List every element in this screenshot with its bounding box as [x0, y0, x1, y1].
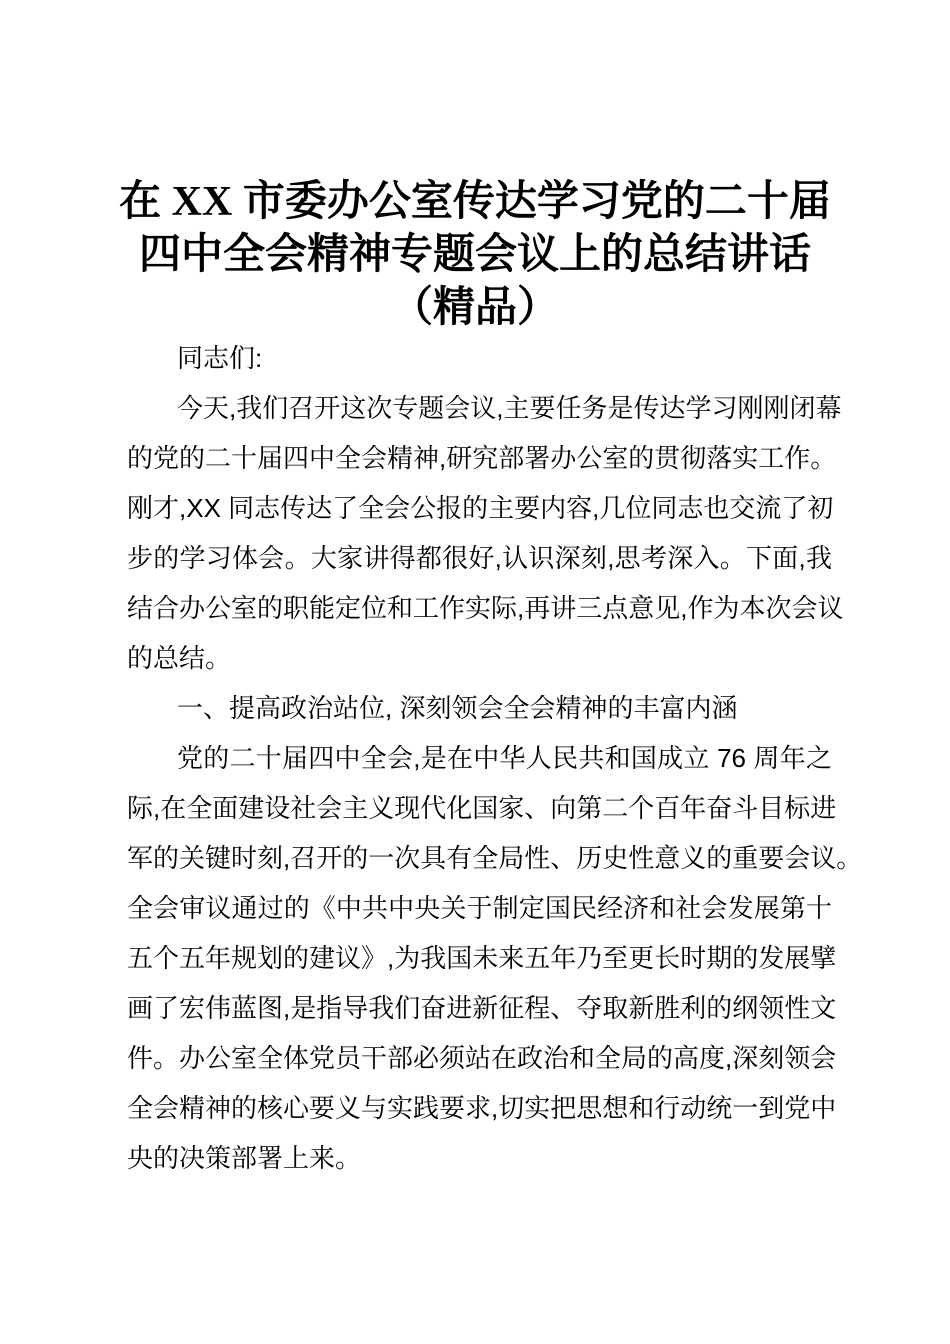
- body-line: 结合办公室的职能定位和工作实际,再讲三点意见,作为本次会议: [127, 593, 844, 623]
- body-line: 军的关键时刻,召开的一次具有全局性、历史性意义的重要会议。: [127, 843, 863, 873]
- body-line: 央的决策部署上来。: [127, 1143, 362, 1173]
- body-line: 画了宏伟蓝图,是指导我们奋进新征程、夺取新胜利的纲领性文: [127, 993, 837, 1023]
- title-line: 四中全会精神专题会议上的总结讲话: [138, 232, 811, 278]
- document-title: [0, 176, 950, 335]
- body-line: 全会精神的核心要义与实践要求,切实把思想和行动统一到党中: [127, 1093, 837, 1123]
- body-line: 五个五年规划的建议》,为我国未来五年乃至更长时期的发展擘: [127, 943, 837, 973]
- document-body: [127, 333, 863, 1183]
- body-line: 同志们:: [177, 343, 263, 373]
- section-heading: 一、提高政治站位, 深刻领会全会精神的丰富内涵: [177, 693, 738, 723]
- body-line: 党的二十届四中全会,是在中华人民共和国成立 76 周年之: [177, 743, 832, 773]
- body-line: 刚才,XX 同志传达了全会公报的主要内容,几位同志也交流了初: [127, 493, 834, 523]
- body-line: 的总结。: [127, 643, 232, 673]
- body-line: 全会审议通过的《中共中央关于制定国民经济和社会发展第十: [127, 893, 832, 923]
- title-line: （精品）: [390, 285, 559, 331]
- body-line: 件。办公室全体党员干部必须站在政治和全局的高度,深刻领会: [127, 1043, 837, 1073]
- title-line: 在 XX 市委办公室传达学习党的二十届: [119, 179, 831, 225]
- body-line: 的党的二十届四中全会精神,研究部署办公室的贯彻落实工作。: [127, 443, 837, 473]
- body-line: 今天,我们召开这次专题会议,主要任务是传达学习刚刚闭幕: [177, 393, 842, 423]
- body-line: 际,在全面建设社会主义现代化国家、向第二个百年奋斗目标进: [127, 793, 837, 823]
- body-line: 步的学习体会。大家讲得都很好,认识深刻,思考深入。下面,我: [127, 543, 832, 573]
